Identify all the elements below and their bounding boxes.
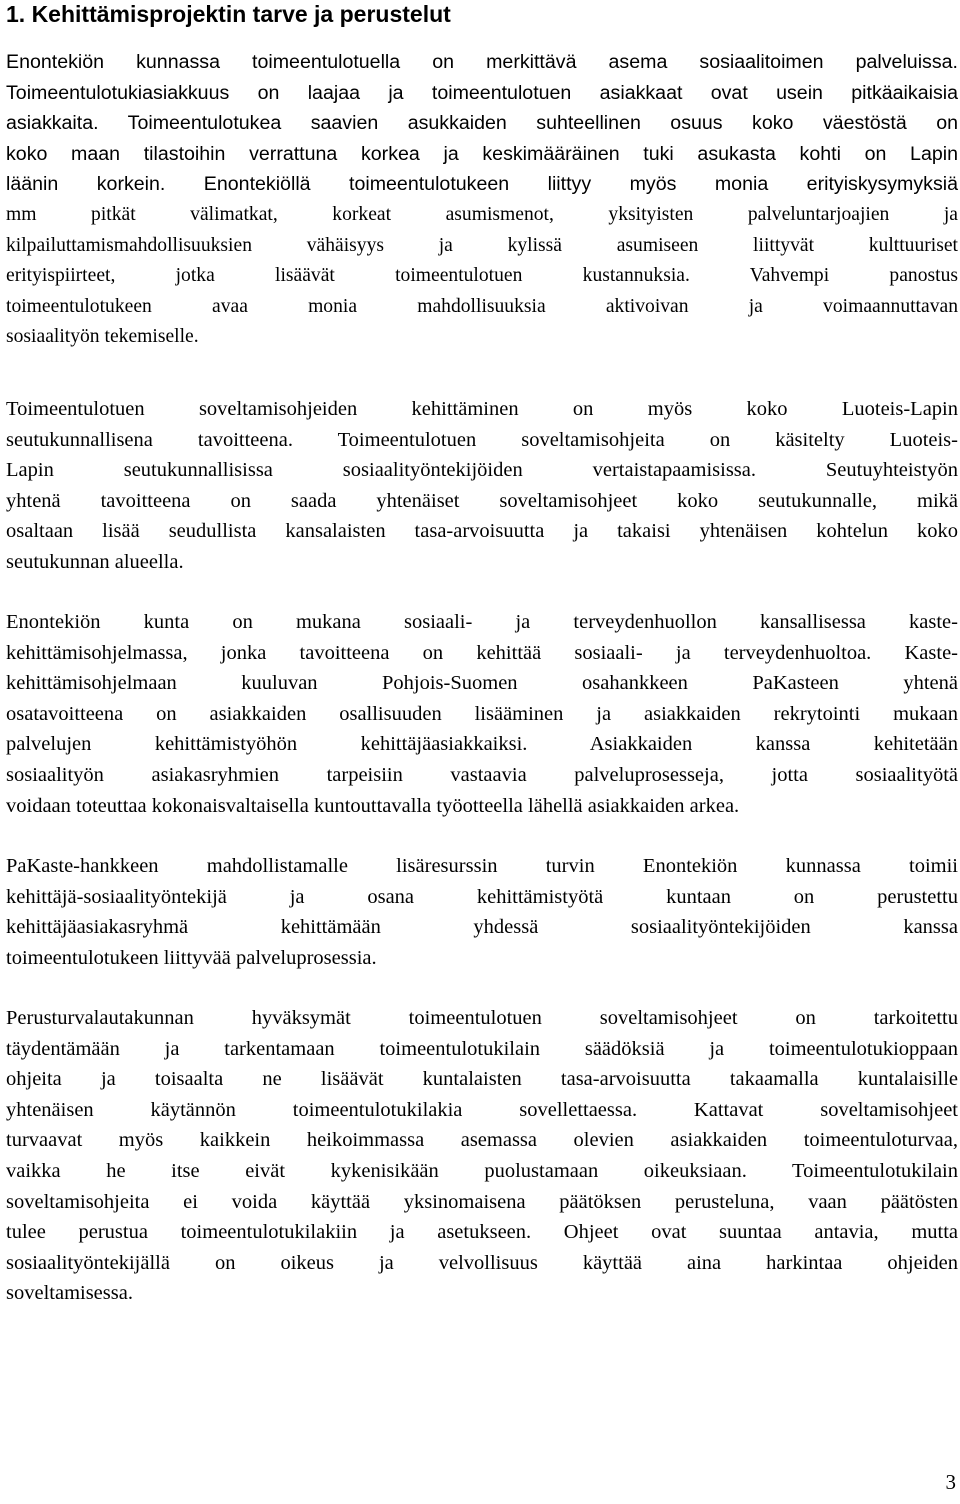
- paragraph-line: Enontekiön kunta on mukana sosiaali- ja terveydenhuollon kansallisessa kaste-: [6, 611, 958, 633]
- paragraph-line: vaikka he itse eivät kykenisikään puolustamaan oikeuksiaan. Toimeentulotukilain: [6, 1159, 958, 1182]
- paragraph-line: kilpailuttamismahdollisuuksien vähäisyys ja kylissä asumiseen liittyvät kulttuuriset: [6, 234, 958, 256]
- paragraph-line: sosiaalityön asiakasryhmien tarpeisiin vastaavia palveluprosesseja, jotta sosiaalityötä: [6, 763, 958, 786]
- paragraph-line: läänin korkein. Enontekiöllä toimeentulotukeen liittyy myös monia erityiskysymyksiä: [6, 173, 958, 196]
- paragraph-line: PaKaste-hankkeen mahdollistamalle lisäresurssin turvin Enontekiön kunnassa toimii: [6, 855, 958, 877]
- paragraph-line: yhtenäisen käytännön toimeentulotukilakia sovellettaessa. Kattavat soveltamisohjeet: [6, 1098, 958, 1121]
- paragraph-line: kehittämisohjelmassa, jonka tavoitteena on kehittää sosiaali- ja terveydenhuoltoa. Kaste-: [6, 641, 958, 664]
- paragraph-line: ohjeita ja toisaalta ne lisäävät kuntalaisten tasa-arvoisuutta takaamalla kuntalaisille: [6, 1068, 958, 1091]
- paragraph-4: [6, 851, 958, 973]
- paragraph-line: koko maan tilastoihin verrattuna korkea ja keskimääräinen tuki asukasta kohti on Lapin: [6, 142, 958, 165]
- paragraph-line: yhtenä tavoitteena on saada yhtenäiset soveltamisohjeet koko seutukunnalle, mikä: [6, 489, 958, 512]
- paragraph-line: sosiaalityön tekemiselle.: [6, 326, 199, 348]
- paragraph-line: toimeentulotukeen avaa monia mahdollisuuksia aktivoivan ja voimaannuttavan: [6, 295, 958, 317]
- paragraph-line: turvaavat myös kaikkein heikoimmassa asemassa olevien asiakkaiden toimeentuloturvaa,: [6, 1129, 958, 1152]
- paragraph-line: asiakkaita. Toimeentulotukea saavien asukkaiden suhteellinen osuus koko väestöstä on: [6, 112, 958, 135]
- paragraph-line: osaltaan lisää seudullista kansalaisten tasa-arvoisuutta ja takaisi yhtenäisen kohtelun koko: [6, 520, 958, 543]
- paragraph-line: toimeentulotukeen liittyvää palveluprosessia.: [6, 946, 377, 969]
- paragraph-line: palvelujen kehittämistyöhön kehittäjäasiakkaiksi. Asiakkaiden kanssa kehitetään: [6, 733, 958, 756]
- paragraph-line: Lapin seutukunnallisissa sosiaalityöntekijöiden vertaistapaamisissa. Seutuyhteistyön: [6, 459, 958, 482]
- paragraph-line: täydentämään ja tarkentamaan toimeentulotukilain säädöksiä ja toimeentulotukioppaan: [6, 1037, 958, 1060]
- paragraph-5: [6, 1003, 958, 1309]
- paragraph-line: kehittäjä-sosiaalityöntekijä ja osana kehittämistyötä kuntaan on perustettu: [6, 885, 958, 908]
- paragraph-2: [6, 394, 958, 578]
- page-number: 3: [945, 1470, 956, 1494]
- paragraph-line: soveltamisohjeita ei voida käyttää yksinomaisena päätöksen perusteluna, vaan päätösten: [6, 1190, 958, 1213]
- paragraph-line: seutukunnallisena tavoitteena. Toimeentulotuen soveltamisohjeita on käsitelty Luoteis-: [6, 428, 958, 451]
- paragraph-line: voidaan toteuttaa kokonaisvaltaisella kuntouttavalla työotteella lähellä asiakkaiden arkea.: [6, 794, 740, 817]
- paragraph-3: [6, 607, 958, 821]
- paragraph-line: erityispiirteet, jotka lisäävät toimeentulotuen kustannuksia. Vahvempi panostus: [6, 265, 958, 287]
- paragraph-line: tulee perustua toimeentulotukilakiin ja asetukseen. Ohjeet ovat suuntaa antavia, mutta: [6, 1221, 958, 1244]
- paragraph-line: soveltamisessa.: [6, 1282, 133, 1305]
- paragraph-line: Toimeentulotukiasiakkuus on laajaa ja toimeentulotuen asiakkaat ovat usein pitkäaikaisia: [6, 81, 958, 104]
- paragraph-line: Perusturvalautakunnan hyväksymät toimeentulotuen soveltamisohjeet on tarkoitettu: [6, 1007, 958, 1029]
- paragraph-line: osatavoitteena on asiakkaiden osallisuuden lisääminen ja asiakkaiden rekrytointi mukaan: [6, 702, 958, 725]
- paragraph-1: [6, 47, 958, 353]
- paragraph-line: Enontekiön kunnassa toimeentulotuella on merkittävä asema sosiaalitoimen palveluissa.: [6, 51, 958, 73]
- paragraph-line: kehittämisohjelmaan kuuluvan Pohjois-Suomen osahankkeen PaKasteen yhtenä: [6, 672, 958, 695]
- paragraph-line: mm pitkät välimatkat, korkeat asumismenot, yksityisten palveluntarjoajien ja: [6, 203, 958, 225]
- paragraph-line: kehittäjäasiakasryhmä kehittämään yhdessä sosiaalityöntekijöiden kanssa: [6, 916, 958, 939]
- section-heading: 1. Kehittämisprojektin tarve ja perustelut: [6, 1, 451, 27]
- paragraph-line: seutukunnan alueella.: [6, 550, 184, 573]
- paragraph-line: Toimeentulotuen soveltamisohjeiden kehittäminen on myös koko Luoteis-Lapin: [6, 398, 958, 420]
- paragraph-line: sosiaalityöntekijällä on oikeus ja velvollisuus käyttää aina harkintaa ohjeiden: [6, 1251, 958, 1274]
